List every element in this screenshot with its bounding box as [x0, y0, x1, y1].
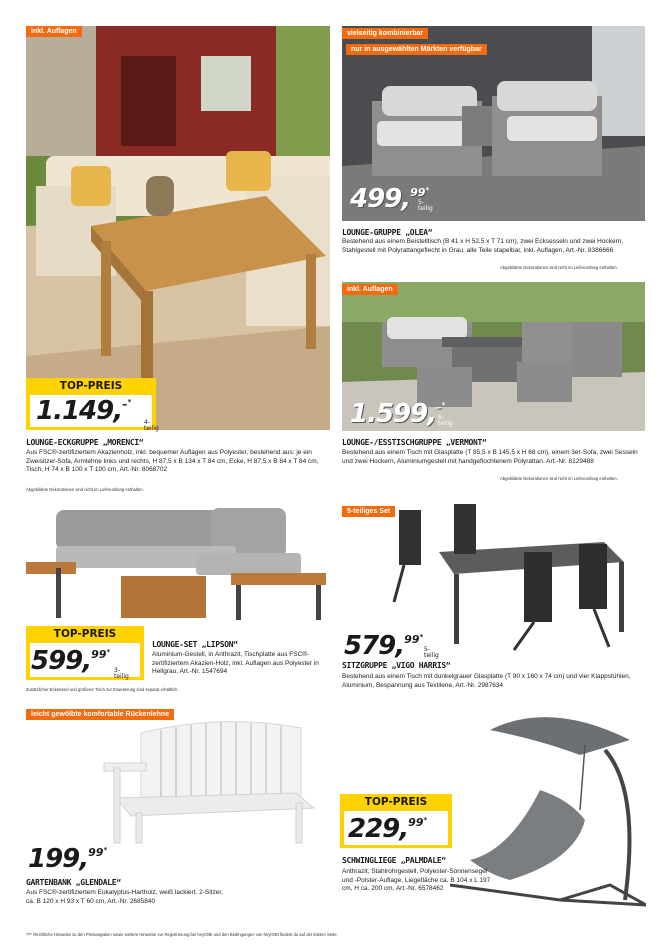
vermont-title: LOUNGE-/ESSTISCHGRUPPE „VERMONT“ — [342, 438, 487, 447]
vigo-price-main: 579, — [344, 631, 405, 661]
glendale-title: GARTENBANK „GLENDALE“ — [26, 878, 121, 887]
vigo-price-star: * — [419, 633, 423, 641]
vermont-price-star: * — [441, 401, 445, 409]
palmdale-title: SCHWINGLIEGE „PALMDALE“ — [342, 856, 446, 865]
lipson-disclaimer: Zusätzlicher Ecksessel und größerer Tisch zur Erweiterung sind separat erhältlich. — [26, 687, 179, 692]
morenci-disclaimer: Abgebildete Dekorationen sind nicht im Lieferumfang enthalten. — [26, 487, 144, 492]
olea-desc: Bestehend aus einem Beistelltisch (B 41 x H 52,5 x T 71 cm), zwei Ecksesseln und zwei Hockern, Stahlgestell mit Polyrattangeflecht in Grau, alle Teile stapelbar, inkl. Auflagen, Art.-Nr. 8386666 — [342, 238, 624, 254]
olea-price-main: 499, — [350, 184, 411, 214]
vermont-desc: Bestehend aus einem Tisch mit Glasplatte (T 85,5 x B 145,5 x H 68 cm), einem 3er-Sofa, zwei Sesseln und zwei Hockern, Aluminiumgestell mit handgeflochtenem Polyrattan. Art.-Nr. 8129488 — [342, 449, 638, 465]
olea-title: LOUNGE-GRUPPE „OLEA“ — [342, 228, 433, 237]
vigo-tag: 5-teiliges Set — [342, 506, 395, 517]
palmdale-price-cents: 99 — [408, 816, 424, 829]
lipson-price-cents: 99 — [91, 648, 107, 661]
lipson-price-main: 599, — [31, 646, 92, 676]
lipson-title: LOUNGE-SET „LIPSON“ — [152, 640, 238, 649]
vermont-price — [350, 399, 453, 429]
vigo-desc: Bestehend aus einem Tisch mit dunkelgrauer Glasplatte (T 90 x 160 x 74 cm) und vier Klappstühlen, Aluminium, Bespannung aus Textilene, Art.-Nr. 2987634 — [342, 673, 631, 689]
vermont-price-main: 1.599, — [350, 399, 437, 429]
lipson-desc: Aluminium-Gestell, in Anthrazit, Tischplatte aus FSC®-zertifiziertem Akazien-Holz, inkl. Auflagen aus Polyester in Hellgrau, Art.-Nr. 1547694 — [152, 651, 319, 676]
palmdale-top-label: TOP-PREIS — [364, 796, 428, 808]
glendale-photo — [96, 708, 318, 846]
glendale-tag: leicht gewölbte komfortable Rückenlehne — [26, 709, 174, 720]
glendale-desc: Aus FSC®-zertifiziertem Eukalyptus-Hartholz, weiß lackiert. 2-Sitzer, ca. B 120 x H 93 x T 60 cm, Art.-Nr. 2685840 — [26, 889, 223, 905]
vigo-title: SITZGRUPPE „VIGO HARRIS“ — [342, 661, 451, 670]
lipson-top-label: TOP-PREIS — [53, 628, 117, 640]
glendale-price-main: 199, — [28, 844, 89, 874]
vigo-price-cents: 99 — [404, 633, 420, 646]
morenci-price — [36, 396, 159, 432]
vigo-price-pieces: 5-teilig — [424, 646, 439, 659]
lipson-price — [31, 646, 129, 680]
palmdale-price — [348, 816, 426, 842]
morenci-top-label: TOP-PREIS — [59, 380, 123, 392]
lipson-price-star: * — [106, 648, 110, 656]
glendale-price — [28, 846, 106, 872]
morenci-desc: Aus FSC®-zertifiziertem Akazienholz, inkl. bequemer Auflagen aus Polyester, bestehend aus: je ein Zweisitzer-Sofa, Armlehne links und rechts, H 87,5 x B 134 x T 84 cm, Ecke, H 87,5 x B 84 x T 84 cm, Tisch, H 74 x B 100 x T 100 cm, Art.-Nr. 8068702 — [26, 449, 319, 474]
palmdale-price-star: * — [423, 816, 427, 824]
morenci-price-pieces: 4-teilig — [144, 419, 159, 432]
olea-price-pieces: 5-teilig — [418, 199, 433, 212]
vigo-price — [344, 631, 439, 661]
lipson-price-pieces: 3-teilig — [114, 667, 129, 680]
morenci-tag: inkl. Auflagen — [26, 26, 82, 37]
morenci-price-cents: – — [122, 398, 128, 411]
morenci-photo — [26, 26, 330, 430]
vermont-disclaimer: Abgebildete Dekorationen sind nicht im Lieferumfang enthalten. — [500, 476, 618, 481]
morenci-price-main: 1.149, — [36, 396, 123, 426]
olea-tag-combinable: vielseitig kombinierbar — [342, 28, 428, 39]
vermont-tag: inkl. Auflagen — [342, 284, 398, 295]
morenci-price-star: * — [127, 398, 131, 406]
palmdale-price-main: 229, — [348, 814, 409, 844]
palmdale-desc: Anthrazit, Stahlrohrgestell, Polyester-Sonnensegel und -Polster-Auflage, Liegefläche ca. B 104 x L 197 cm, H ca. 200 cm, Art.-Nr. 6578462 — [342, 868, 491, 893]
glendale-price-cents: 99 — [88, 846, 104, 859]
glendale-price-star: * — [103, 846, 107, 854]
olea-price — [350, 184, 433, 214]
olea-disclaimer: Abgebildete Dekorationen sind nicht im Lieferumfang enthalten. — [500, 265, 618, 270]
morenci-title: LOUNGE-ECKGRUPPE „MORENCI“ — [26, 438, 144, 447]
lipson-photo — [26, 498, 326, 626]
olea-price-star: * — [425, 186, 429, 194]
vigo-photo — [384, 502, 646, 652]
olea-price-cents: 99 — [410, 186, 426, 199]
legal-footer: */** Rechtliche Hinweise zu den Preisangaben sowie weitere Hinweise zur Registrierung bei hey!OBI und den Bedingungen von hey!OBI findest du auf der letzten Seite. — [26, 932, 338, 937]
olea-tag-availability: nur in ausgewählten Märkten verfügbar — [346, 44, 487, 55]
vermont-price-pieces: 6-teilig — [438, 414, 453, 427]
vermont-price-cents: – — [436, 401, 442, 414]
